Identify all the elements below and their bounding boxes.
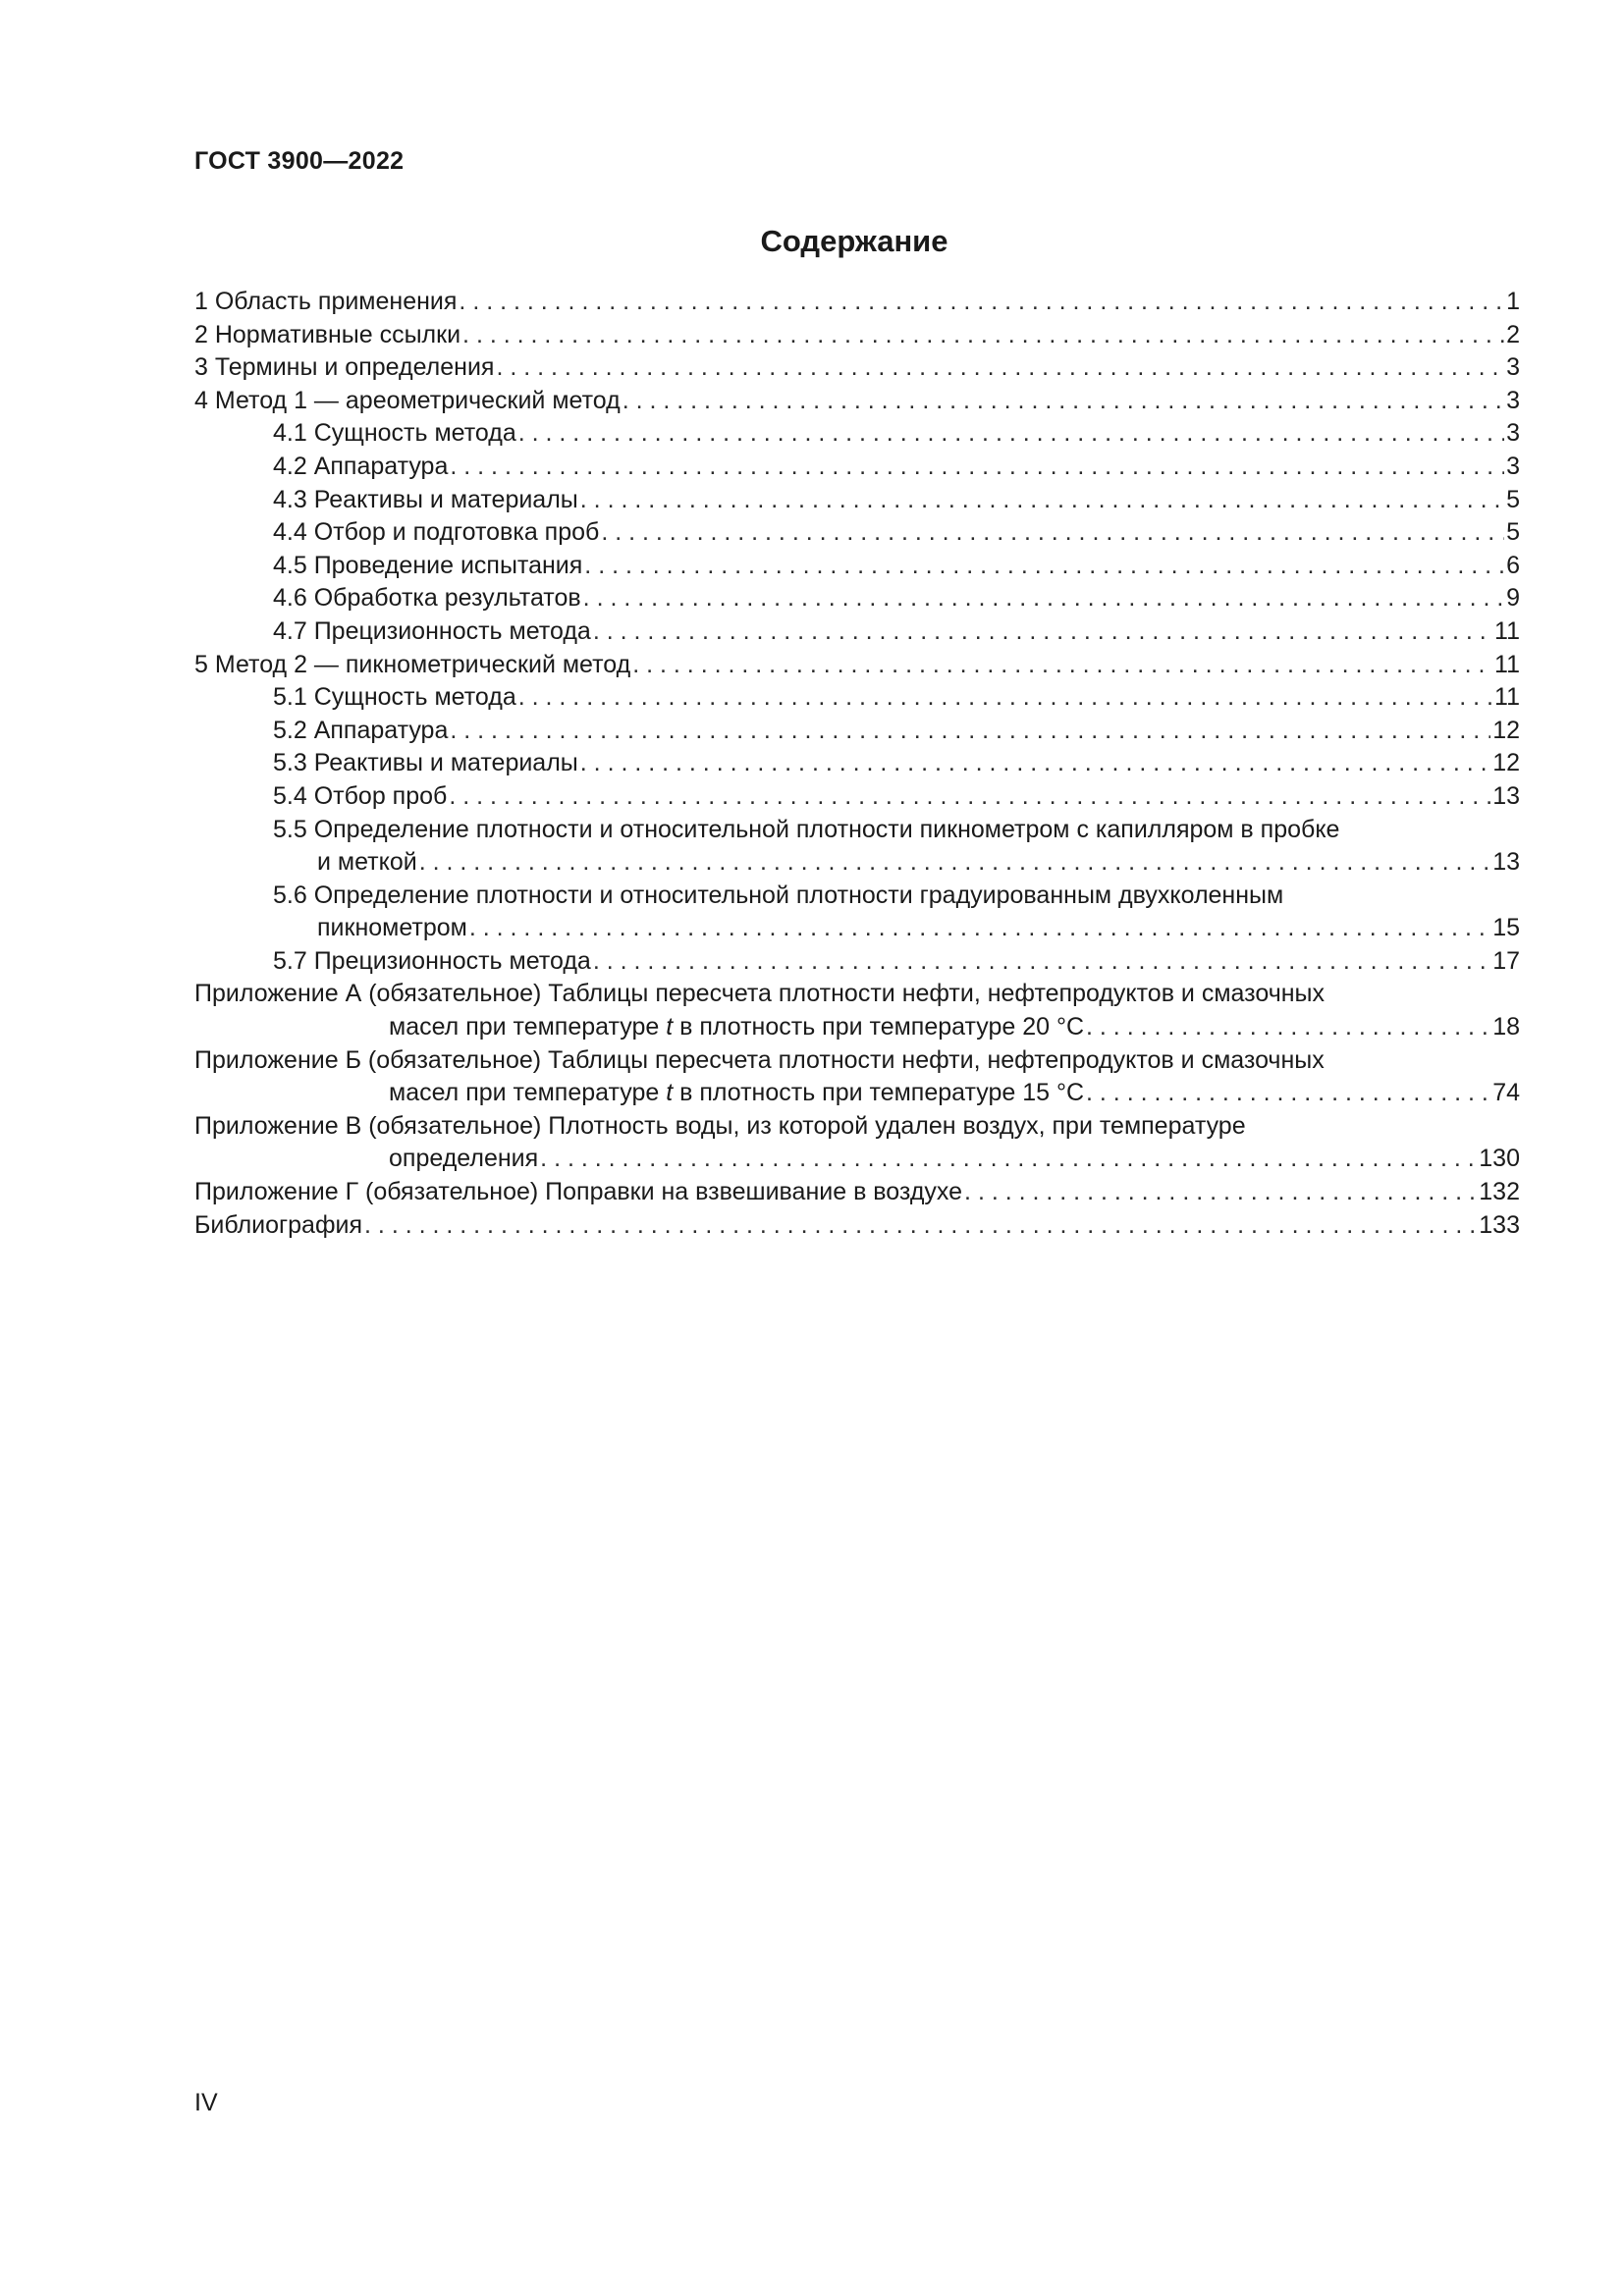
toc-entry-4-2[interactable] [194, 451, 1520, 484]
toc-page-number: 5 [1506, 485, 1520, 513]
toc-page-number: 12 [1492, 716, 1520, 744]
dot-leader [599, 516, 1504, 550]
dot-leader [578, 484, 1504, 517]
dot-leader [516, 681, 1492, 715]
dot-leader [578, 747, 1490, 780]
page-number: IV [194, 2089, 218, 2116]
toc-page-number: 133 [1479, 1210, 1520, 1239]
toc-entry-text: 4 Метод 1 — ареометрический метод [194, 386, 621, 414]
text-part: масел при температуре [389, 1013, 667, 1041]
toc-entry-text-line1: 5.6 Определение плотности и относительной плотности градуированным двухколенным [273, 881, 1284, 909]
table-of-contents [194, 286, 1520, 1242]
toc-entry-text: 5.2 Аппаратура [273, 716, 449, 744]
dot-leader [460, 319, 1504, 352]
toc-entry-appendix-v[interactable] [194, 1110, 1520, 1176]
toc-entry-text: 3 Термины и определения [194, 353, 495, 382]
toc-entry-5-4[interactable] [194, 780, 1520, 814]
toc-entry-4-3[interactable] [194, 484, 1520, 517]
toc-page-number: 13 [1492, 848, 1520, 877]
dot-leader [447, 780, 1490, 814]
toc-entry-3[interactable] [194, 351, 1520, 385]
toc-entry-text: 4.7 Прецизионность метода [273, 616, 591, 645]
toc-entry-4-7[interactable] [194, 615, 1520, 649]
dot-leader [467, 912, 1490, 945]
dot-leader [417, 846, 1490, 880]
toc-entry-4[interactable] [194, 385, 1520, 418]
dot-leader [538, 1143, 1477, 1176]
dot-leader [621, 385, 1504, 418]
toc-entry-text: 2 Нормативные ссылки [194, 320, 461, 348]
toc-entry-text: 4.2 Аппаратура [273, 452, 449, 480]
dot-leader [1084, 1077, 1490, 1110]
toc-entry-appendix-g[interactable] [194, 1176, 1520, 1209]
toc-entry-5-5[interactable] [194, 814, 1520, 880]
toc-page-number: 18 [1492, 1013, 1520, 1041]
toc-entry-text-line1: Приложение Б (обязательное) Таблицы пересчета плотности нефти, нефтепродуктов и смазочных [194, 1045, 1325, 1074]
text-part: в плотность при температуре 20 °С [673, 1013, 1085, 1041]
toc-entry-text: Библиография [194, 1210, 363, 1239]
toc-entry-bibliography[interactable] [194, 1209, 1520, 1243]
toc-page-number: 11 [1494, 616, 1520, 645]
toc-entry-appendix-b[interactable] [194, 1044, 1520, 1110]
text-part: в плотность при температуре 15 °С [673, 1079, 1085, 1107]
toc-entry-5[interactable] [194, 649, 1520, 682]
dot-leader [448, 451, 1504, 484]
toc-entry-text: 1 Область применения [194, 288, 458, 315]
toc-page-number: 17 [1492, 946, 1520, 975]
toc-entry-text: 5.3 Реактивы и материалы [273, 749, 578, 777]
toc-page-number: 132 [1479, 1178, 1520, 1206]
toc-entry-5-1[interactable] [194, 681, 1520, 715]
toc-page-number: 3 [1506, 353, 1520, 382]
toc-page-number: 11 [1494, 650, 1520, 678]
toc-entry-text: 5 Метод 2 — пикнометрический метод [194, 650, 631, 678]
toc-entry-text: 5.7 Прецизионность метода [273, 946, 591, 975]
dot-leader [1084, 1011, 1490, 1044]
toc-page-number: 3 [1506, 452, 1520, 480]
dot-leader [962, 1176, 1477, 1209]
dot-leader [591, 945, 1490, 979]
toc-entry-1[interactable] [194, 286, 1520, 319]
toc-entry-text: 5.1 Сущность метода [273, 683, 516, 712]
standard-code: ГОСТ 3900—2022 [194, 147, 405, 175]
toc-page-number: 3 [1506, 386, 1520, 414]
toc-entry-text-line2: и меткой [317, 848, 417, 877]
toc-page-number: 2 [1506, 320, 1520, 348]
toc-page-number: 3 [1506, 419, 1520, 448]
toc-entry-text-line2: пикнометром [317, 914, 467, 942]
toc-entry-text-line2: определения [389, 1145, 539, 1173]
dot-leader [494, 351, 1504, 385]
dot-leader [581, 582, 1504, 615]
toc-entry-4-6[interactable] [194, 582, 1520, 615]
toc-entry-4-1[interactable] [194, 417, 1520, 451]
toc-entry-appendix-a[interactable] [194, 978, 1520, 1043]
toc-page-number: 11 [1494, 683, 1520, 712]
toc-page-number: 74 [1492, 1079, 1520, 1107]
toc-entry-text-line2 [389, 1077, 1084, 1110]
toc-entry-text-line1: 5.5 Определение плотности и относительной плотности пикнометром с капилляром в пробке [273, 815, 1340, 843]
toc-page-number: 5 [1506, 518, 1520, 547]
toc-page-number: 9 [1506, 584, 1520, 613]
toc-entry-5-2[interactable] [194, 715, 1520, 748]
dot-leader [516, 417, 1504, 451]
toc-page-number: 6 [1506, 551, 1520, 579]
toc-page-number: 13 [1492, 781, 1520, 810]
toc-entry-5-6[interactable] [194, 880, 1520, 945]
dot-leader [448, 715, 1490, 748]
toc-entry-4-4[interactable] [194, 516, 1520, 550]
toc-entry-text: 4.5 Проведение испытания [273, 551, 583, 579]
toc-entry-text: 5.4 Отбор проб [273, 781, 448, 810]
toc-entry-text: 4.3 Реактивы и материалы [273, 485, 578, 513]
toc-entry-text: 4.1 Сущность метода [273, 419, 516, 448]
toc-entry-text: Приложение Г (обязательное) Поправки на взвешивание в воздухе [194, 1178, 963, 1206]
toc-page-number: 15 [1492, 914, 1520, 942]
toc-page-number: 12 [1492, 749, 1520, 777]
toc-entry-5-7[interactable] [194, 945, 1520, 979]
toc-page-number: 130 [1479, 1145, 1520, 1173]
toc-entry-text: 4.6 Обработка результатов [273, 584, 581, 613]
toc-entry-4-5[interactable] [194, 550, 1520, 583]
toc-entry-text-line1: Приложение В (обязательное) Плотность воды, из которой удален воздух, при температуре [194, 1111, 1246, 1140]
toc-entry-5-3[interactable] [194, 747, 1520, 780]
dot-leader [362, 1209, 1477, 1243]
toc-page-number: 1 [1506, 288, 1520, 315]
toc-entry-text-line1: Приложение А (обязательное) Таблицы пересчета плотности нефти, нефтепродуктов и смазочных [194, 980, 1325, 1008]
toc-entry-text: 4.4 Отбор и подготовка проб [273, 518, 600, 547]
variable-t: t [666, 1013, 674, 1041]
dot-leader [591, 615, 1492, 649]
variable-t: t [666, 1079, 674, 1107]
dot-leader [630, 649, 1492, 682]
toc-entry-text-line2 [389, 1011, 1084, 1044]
dot-leader [457, 286, 1504, 319]
toc-entry-2[interactable] [194, 319, 1520, 352]
text-part: масел при температуре [389, 1079, 667, 1107]
toc-title: Содержание [760, 224, 948, 258]
dot-leader [582, 550, 1504, 583]
